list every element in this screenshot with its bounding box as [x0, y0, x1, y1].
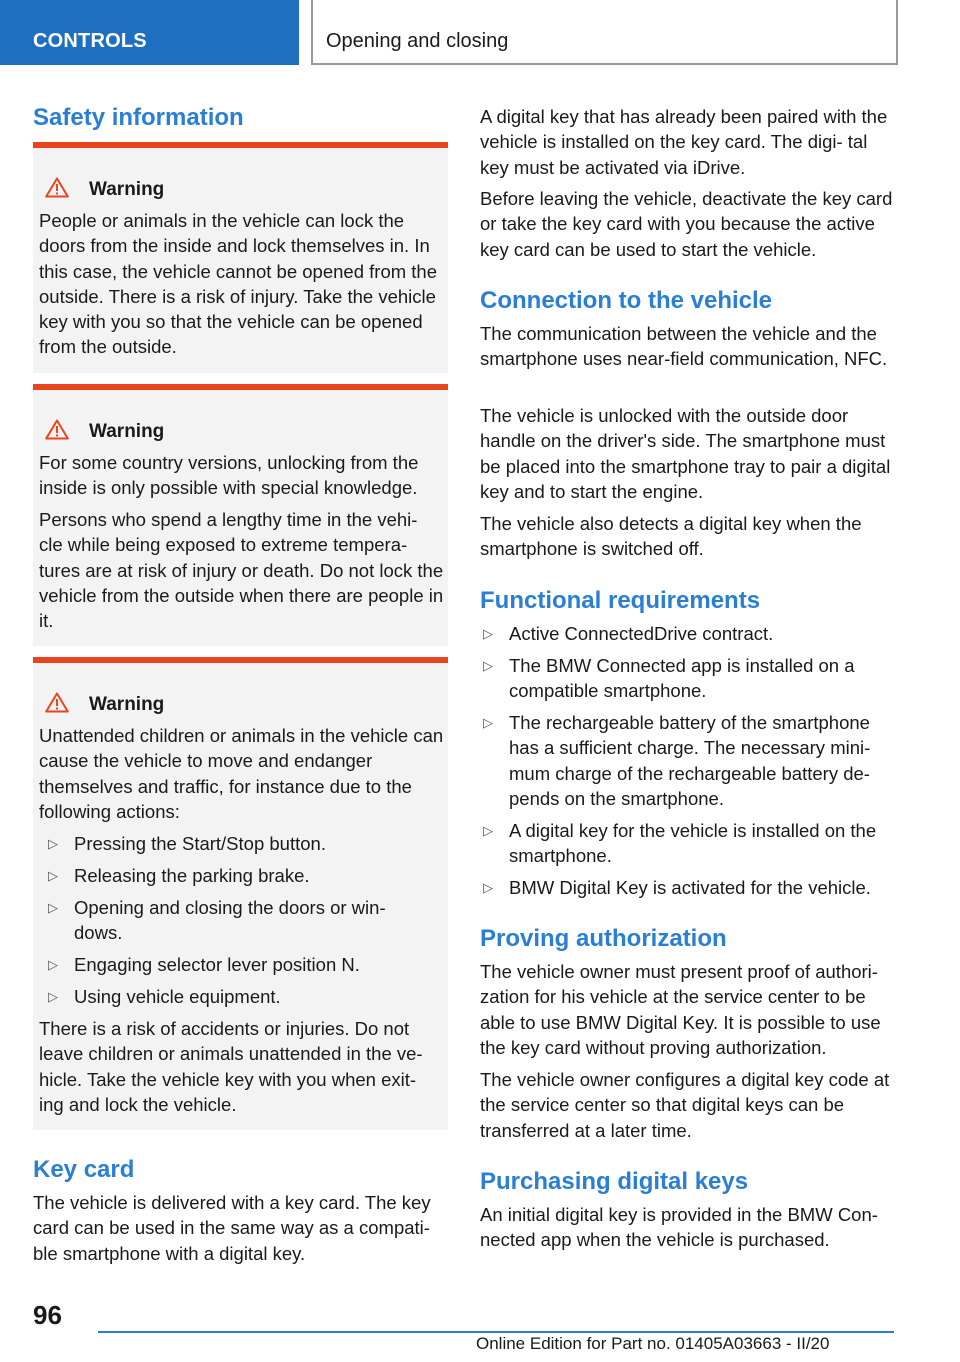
purchasing-heading: Purchasing digital keys	[480, 1168, 749, 1195]
proving-heading: Proving authorization	[480, 925, 727, 952]
list-item: ▷ Opening and closing the doors or win‐ dows.	[48, 897, 386, 944]
warning-title-3: Warning	[45, 692, 164, 719]
triangle-right-icon: ▷	[48, 989, 58, 1004]
warning-text-2b: Persons who spend a lengthy time in the vehi‐ cle while being exposed to extreme tempera‐ tures are at risk of injury or death. Do not lock the vehicle from the outside when there are people in it.	[39, 509, 444, 632]
triangle-right-icon: ▷	[483, 715, 493, 730]
list-item: ▷ Engaging selector lever position N.	[74, 952, 360, 977]
connection-heading: Connection to the vehicle	[480, 287, 773, 314]
chapter-title: Opening and closing	[326, 30, 509, 52]
triangle-right-icon: ▷	[483, 626, 493, 641]
chapter-header	[311, 0, 898, 65]
warning-triangle-icon	[45, 692, 71, 719]
triangle-right-icon: ▷	[48, 957, 58, 972]
warning-title-1: Warning	[45, 177, 164, 204]
proving-text-2: The vehicle owner configures a digital key code at the service center so that digital keys can be transferred at a later time.	[480, 1069, 890, 1141]
list-item: ▷ Releasing the parking brake.	[74, 863, 310, 888]
page-number: 96	[33, 1300, 62, 1330]
connection-text-3: The vehicle also detects a digital key when the smartphone is switched off.	[480, 513, 862, 560]
footer-divider	[98, 1331, 894, 1333]
list-item: ▷ Pressing the Start/Stop button.	[74, 831, 326, 856]
functional-heading: Functional requirements	[480, 587, 761, 614]
list-item: ▷ Using vehicle equipment.	[74, 984, 281, 1009]
section-tab	[0, 0, 299, 65]
warning-text-3-outro: There is a risk of accidents or injuries. Do not leave children or animals unattended in the ve‐ hicle. Take the vehicle key with you when exit‐ ing and lock the vehicle.	[39, 1018, 423, 1115]
safety-heading: Safety information	[33, 104, 244, 131]
triangle-right-icon: ▷	[483, 658, 493, 673]
warning-triangle-icon	[45, 419, 71, 446]
list-item: ▷ A digital key for the vehicle is installed on the smartphone.	[483, 820, 877, 867]
edition-text: Online Edition for Part no. 01405A03663 - II/20	[476, 1334, 830, 1353]
keycard-heading: Key card	[33, 1156, 135, 1183]
triangle-right-icon: ▷	[48, 900, 58, 915]
warning-text-1: People or animals in the vehicle can lock the doors from the inside and lock themselves in. In this case, the vehicle cannot be opened from the outside. There is a risk of injury. Take the vehicle key with you so that the vehicle can be opened from the outside.	[39, 210, 438, 358]
warning-text-3-intro: Unattended children or animals in the vehicle can cause the vehicle to move and endanger themselves and traffic, for instance due to the following actions:	[39, 725, 444, 822]
connection-text-1: The communication between the vehicle and the smartphone uses near-field communication, NFC.	[480, 323, 888, 370]
section-title: CONTROLS	[33, 30, 147, 52]
warning-box-1	[33, 142, 448, 373]
connection-text-2: The vehicle is unlocked with the outside door handle on the driver's side. The smartphone must be placed into the smartphone tray to pair a digital key and to start the engine.	[480, 405, 891, 502]
warning-triangle-icon	[45, 177, 71, 204]
triangle-right-icon: ▷	[483, 823, 493, 838]
triangle-right-icon: ▷	[48, 836, 58, 851]
keycard-text: The vehicle is delivered with a key card. The key card can be used in the same way as a compati‐ ble smartphone with a digital key.	[33, 1192, 431, 1264]
list-item: ▷ The BMW Connected app is installed on a compatible smartphone.	[483, 655, 855, 702]
triangle-right-icon: ▷	[48, 868, 58, 883]
list-item: ▷ Active ConnectedDrive contract.	[509, 621, 899, 646]
purchasing-text: An initial digital key is provided in the BMW Con‐ nected app when the vehicle is purchased.	[480, 1204, 878, 1251]
warning-text-2a: For some country versions, unlocking from the inside is only possible with special knowledge.	[39, 452, 419, 499]
digital-key-text-2: Before leaving the vehicle, deactivate the key card or take the key card with you because the active key card can be used to start the vehicle.	[480, 188, 893, 260]
list-item: ▷ The rechargeable battery of the smartphone has a sufficient charge. The necessary mini‐ mum charge of the rechargeable battery de‐ pends on the smartphone.	[483, 712, 871, 809]
digital-key-text-1: A digital key that has already been paired with the vehicle is installed on the key card. The digi‐ tal key must be activated via iDrive.	[480, 106, 888, 178]
warning-box-2	[33, 384, 448, 646]
proving-text-1: The vehicle owner must present proof of authori‐ zation for his vehicle at the service center to be able to use BMW Digital Key. It is possible to use the key card without proving authorization.	[480, 961, 881, 1058]
warning-title-2: Warning	[45, 419, 164, 446]
warning-box-3	[33, 657, 448, 1130]
list-item: ▷ BMW Digital Key is activated for the vehicle.	[509, 875, 899, 900]
triangle-right-icon: ▷	[483, 880, 493, 895]
